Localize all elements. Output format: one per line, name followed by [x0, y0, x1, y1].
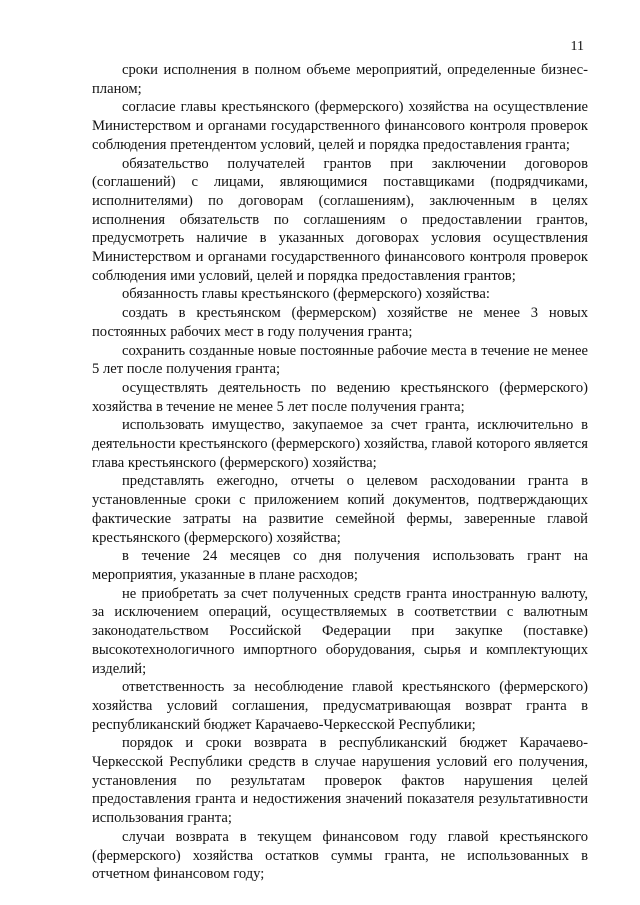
paragraph: согласие главы крестьянского (фермерского) хозяйства на осуществление Министерством и органами государственного финансового контроля проверок соблюдения претендентом условий, целей и порядка предоставления гранта; — [92, 99, 588, 153]
paragraph: обязанность главы крестьянского (фермерского) хозяйства: — [122, 286, 490, 303]
paragraph: случаи возврата в текущем финансовом году главой крестьянского (фермерского) хозяйства остатков суммы гранта, не использованных в отчетном финансовом году; — [92, 828, 588, 883]
paragraph: ответственность за несоблюдение главой крестьянского (фермерского) хозяйства условий соглашения, предусматривающая возврат гранта в республиканский бюджет Карачаево-Черкесской Республики; — [92, 679, 588, 733]
paragraph: использовать имущество, закупаемое за счет гранта, исключительно в деятельности крестьянского (фермерского) хозяйства, главой которого является глава крестьянского (фермерского) хозяйства; — [92, 417, 588, 471]
paragraph: порядок и сроки возврата в республиканский бюджет Карачаево-Черкесской Республики средств в случае нарушения условий его получения, установления по результатам проверок фактов нарушения целей предоставления гранта и недостижения значений показателя результативности использования гранта; — [92, 735, 588, 827]
paragraph: обязательство получателей грантов при заключении договоров (соглашений) с лицами, являющимися поставщиками (подрядчиками, исполнителями) по договорам (соглашениям), заключенным в целях исполнения обязательств по соглашениям о предоставлении грантов, предусмотреть наличие в указанных договорах условия осуществления Министерством и органами государственного финансового контроля проверок соблюдения ими условий, целей и порядка предоставления грантов; — [92, 155, 588, 284]
paragraph: сроки исполнения в полном объеме мероприятий, определенные бизнес-планом; — [92, 62, 588, 97]
paragraph: создать в крестьянском (фермерском) хозяйстве не менее 3 новых постоянных рабочих мест в году получения гранта; — [92, 305, 588, 340]
paragraph: представлять ежегодно, отчеты о целевом расходовании гранта в установленные сроки с приложением копий документов, подтверждающих фактические затраты на развитие семейной фермы, заверенные главой крестьянского (фермерского) хозяйства; — [92, 473, 588, 546]
body-text — [92, 61, 588, 884]
paragraph: не приобретать за счет полученных средств гранта иностранную валюту, за исключением операций, осуществляемых в соответствии с валютным законодательством Российской Федерации при закупке (поставке) высокотехнологичного импортного оборудования, сырья и комплектующих изделий; — [92, 585, 588, 677]
paragraph: сохранить созданные новые постоянные рабочие места в течение не менее 5 лет после получения гранта; — [92, 342, 588, 378]
paragraph: осуществлять деятельность по ведению крестьянского (фермерского) хозяйства в течение не менее 5 лет после получения гранта; — [92, 379, 588, 415]
paragraph: в течение 24 месяцев со дня получения использовать грант на мероприятия, указанные в плане расходов; — [92, 548, 588, 583]
page-number: 11 — [570, 39, 584, 54]
